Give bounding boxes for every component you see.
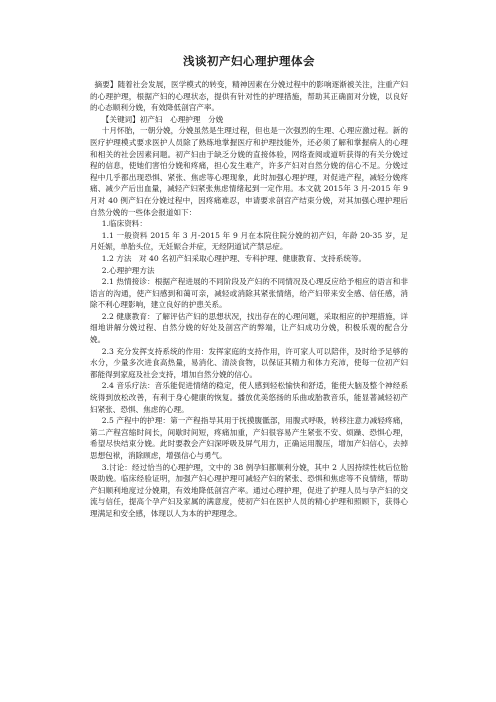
section-heading-nursing-methods: 2.心理护理方法 [101, 265, 155, 275]
section-discussion: 3.讨论：经过恰当的心理护理，文中的 38 例孕妇都顺利分娩，其中 2 人因持续性枕后位胎吸助娩。临床经验证明，加强产妇心理护理可减轻产妇的紧张、恐惧和焦虑等不良情绪，帮助产妇顺利地度过分娩期，有效地降低剖宫产率。通过心理护理，促进了护理人员与孕产妇的交流与信任，提高个孕产妇及家属的满意度，使初产妇在医护人员的精心护理和照顾下，获得心理满足和安全感，体现以人为本的护理理念。 [90, 462, 408, 518]
section-heading-clinical-data: 1.临床资料： [101, 219, 147, 229]
subsection-warm-reception: 2.1 热情接诊：根据产程进展的不同阶段及产妇的不同情况及心理反应给予相应的语言和非语言的沟通，使产妇感到和蔼可亲，减轻或消除其紧张情绪，给产妇带来安全感、信任感，消除不利心理影响，建立良好的护患关系。 [90, 277, 408, 310]
abstract: 摘要】随着社会发展，医学模式的转变，精神因素在分娩过程中的影响逐渐被关注，注重产妇的心理护理，根据产妇的心理状态，提供有针对性的护理措施，帮助其正确面对分娩，以良好的心态顺利分娩，有效降低剖宫产率。 [90, 80, 408, 113]
subsection-labor-care: 2.5 产程中的护理：第一产程指导其用于抚摸腹骶部，用腹式呼吸，转移注意力减轻疼痛，第二产程宫缩时间长，间歇时间短，疼痛加重，产妇很容易产生紧张不安、烦躁、恐惧心理，希望尽快结束分娩。此时要教会产妇深呼吸及屏气用力，正确运用腹压，增加产妇信心，去掉思想包袱，消除顾虑，增强信心与勇气。 [90, 416, 408, 460]
subsection-music-therapy: 2.4 音乐疗法：音乐能促进情绪的稳定，使人感到轻松愉快和舒适，能使大脑及整个神经系统得到放松改善，有利于身心健康的恢复。播放优美悠扬的乐曲或胎教音乐，能显著减轻初产妇紧张、恐惧、焦虑的心理。 [90, 381, 408, 414]
subsection-support-system: 2.3 充分发挥支持系统的作用：发挥家庭的支持作用，许可家人可以陪伴，及时给予足够的水分，少量多次进食高热量，易消化、清淡食物，以保证其精力和体力充沛，使每一位初产妇都能得到家庭及社会支持，增加自然分娩的信心。 [90, 346, 408, 379]
subsection-health-education: 2.2 健康教育：了解评估产妇的思想状况，找出存在的心理问题，采取相应的护理措施，详细地讲解分娩过程、自然分娩的好处及剖宫产的弊端，让产妇成功分娩，积极乐观的配合分娩。 [90, 311, 408, 345]
article-title: 浅谈初产妇心理护理体会 [183, 54, 315, 68]
subsection-general-data: 1.1 一般资料 2015 年 3 月-2015 年 9 月在本院住院分娩的初产妇，年龄 20-35 岁，足月妊娠，单胎头位，无妊娠合并症，无经阴道试产禁忌症。 [90, 230, 408, 252]
subsection-method: 1.2 方法 对 40 名初产妇采取心理护理、专科护理、健康教育、支持系统等。 [101, 253, 367, 263]
keywords: 【关键词】初产妇 心理护理 分娩 [101, 114, 224, 124]
introduction: 十月怀胎，一朝分娩，分娩虽然是生理过程，但也是一次强烈的生理、心理应激过程。新的医疗护理模式要求医护人员除了熟练地掌握医疗和护理技能外，还必须了解和掌握病人的心理和相关的社会因素问题。初产妇由于缺乏分娩的直接体验，网络查阅或道听获得的有关分娩过程的信息，使她们害怕分娩和疼痛，担心发生难产，许多产妇对自然分娩的信心不足。分娩过程中几乎都出现恐惧、紧张、焦虑等心理现象，此时加强心理护理，对促进产程，减轻分娩疼痛、减少产后出血量，减轻产妇紧张焦虑情绪起到一定作用。本文就 2015年 3 月-2015 年 9 月对 40 例产妇在分娩过程中，因疼痛难忍，申请要求剖宫产结束分娩，对其加强心理护理后自然分娩的一些体会报道如下： [90, 126, 408, 217]
